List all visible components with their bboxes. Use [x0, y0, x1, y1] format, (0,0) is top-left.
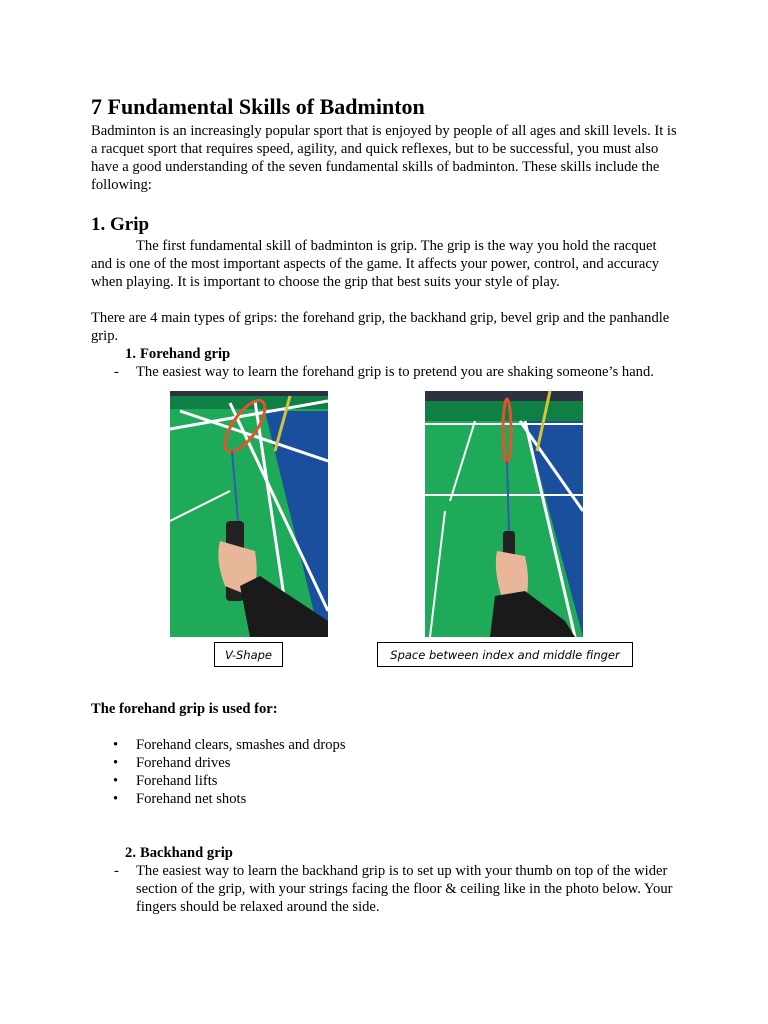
numbered-item-forehand	[91, 345, 681, 363]
court-racquet-image	[170, 391, 328, 637]
forehand-grip-photo-vshape	[170, 391, 328, 637]
bullet-marker: •	[113, 773, 119, 789]
list-item-text: Forehand lifts	[136, 773, 218, 789]
forehand-description: The easiest way to learn the forehand grip is to pretend you are shaking someone’s hand.	[136, 364, 654, 380]
document-page	[91, 92, 681, 916]
dash-marker: -	[114, 364, 119, 380]
item-title: Backhand grip	[140, 845, 233, 861]
list-item	[91, 790, 681, 808]
dash-item-forehand	[91, 363, 681, 381]
list-item-text: Forehand clears, smashes and drops	[136, 737, 346, 753]
photo-row	[91, 391, 681, 691]
list-item-text: Forehand net shots	[136, 791, 247, 807]
caption-finger-space-text: Space between index and middle finger	[390, 647, 620, 662]
list-item	[91, 754, 681, 772]
forehand-grip-photo-space	[425, 391, 583, 637]
forehand-used-for-heading: The forehand grip is used for:	[91, 701, 278, 717]
grip-paragraph: The first fundamental skill of badminton is grip. The grip is the way you hold the racquet and is one of the most important aspects of the game. It affects your power, control, and accuracy when playing. It is important to choose the grip that best suits your style of play.	[91, 238, 660, 290]
bullet-marker: •	[113, 737, 119, 753]
numbered-item-backhand	[91, 844, 681, 862]
item-number: 2.	[125, 845, 136, 861]
dash-item-backhand	[91, 862, 681, 916]
caption-vshape	[214, 642, 283, 667]
list-item-text: Forehand drives	[136, 755, 231, 771]
intro-paragraph: Badminton is an increasingly popular sport that is enjoyed by people of all ages and skill levels. It is a racquet sport that requires speed, agility, and quick reflexes, but to be successful, you must also have a good understanding of the seven fundamental skills of badminton. These skills include the following:	[91, 123, 677, 193]
item-title: Forehand grip	[140, 346, 231, 362]
bullet-marker: •	[113, 791, 119, 807]
forehand-uses-list	[91, 736, 681, 808]
dash-marker: -	[114, 863, 119, 879]
backhand-description: The easiest way to learn the backhand grip is to set up with your thumb on top of the wider section of the grip, with your strings facing the floor & ceiling like in the photo below. Your fingers should be relaxed around the side.	[136, 863, 673, 915]
section-heading-grip: 1. Grip	[91, 214, 150, 235]
item-number: 1.	[125, 346, 136, 362]
page-title: 7 Fundamental Skills of Badminton	[91, 94, 425, 119]
caption-vshape-text: V-Shape	[224, 647, 273, 662]
bullet-marker: •	[113, 755, 119, 771]
grip-types-paragraph: There are 4 main types of grips: the forehand grip, the backhand grip, bevel grip and the panhandle grip.	[91, 310, 670, 344]
court-racquet-image	[425, 391, 583, 637]
caption-finger-space	[377, 642, 633, 667]
list-item	[91, 736, 681, 754]
list-item	[91, 772, 681, 790]
